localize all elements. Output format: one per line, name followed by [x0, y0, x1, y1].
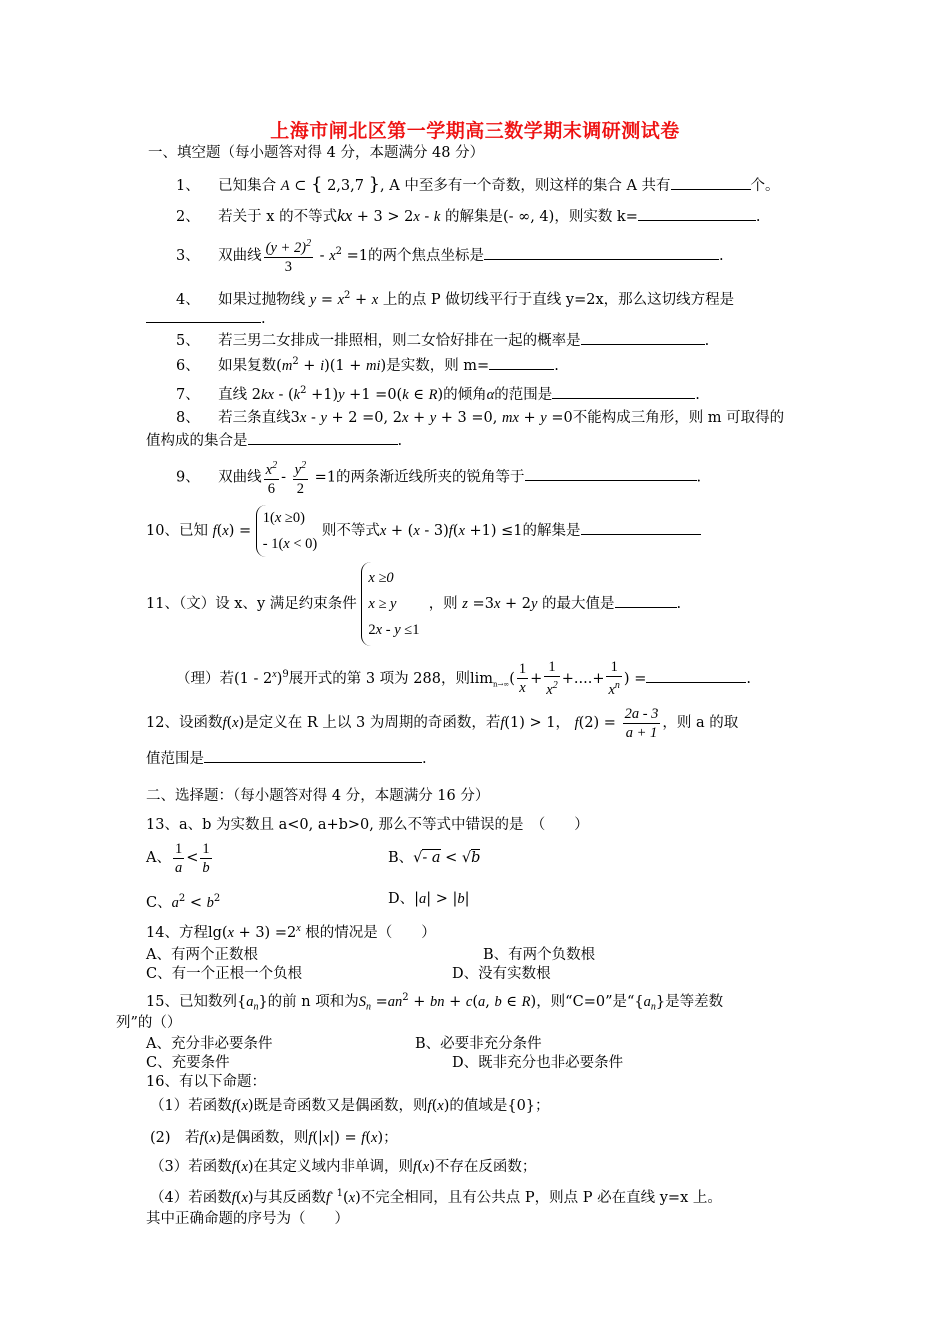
- question-10: 10、已知 f(x) = 1(x ≥0) - 1(x < 0) 则不等式x + (x - 3)f(x +1) ≤1的解集是: [146, 505, 701, 557]
- q16-proposition-4: （4）若函数f(x)与其反函数$f^{- 1}(x)$不完全相同，且有公共点 P，则点 P 必在直线 y=x 上。: [150, 1188, 722, 1206]
- q14-option-c: C、有一个正根一个负根: [146, 966, 303, 982]
- question-2: 2、 若关于 x 的不等式kx + 3 > 2x - k 的解集是(- ∞, 4)，则实数 k= .: [176, 206, 761, 225]
- section-choice-header: 二、选择题：（每小题答对得 4 分，本题满分 16 分）: [146, 788, 490, 804]
- q15-option-d: D、既非充分也非必要条件: [452, 1055, 624, 1071]
- question-3: 3、 双曲线 $\frac{(y + 2)^2}{3}$ - $x^2 =1$的两个焦点坐标是 .: [176, 232, 724, 276]
- question-15-continued: 列”的（）: [116, 1015, 182, 1031]
- question-15: 15、已知数列$\{a_n\}$的前 n 项和为$S_n =an^2$ + bn + c(a, b ∈ R)，则“C=0”是“$\{a_n\}$是等差数: [146, 992, 724, 1013]
- question-16: 16、有以下命题：: [146, 1074, 266, 1090]
- question-13: 13、a、b 为实数且 a<0, a+b>0, 那么不等式中错误的是 （ ）: [146, 817, 589, 833]
- question-8-continued: 值构成的集合是 .: [146, 430, 402, 451]
- question-5: 5、 若三男二女排成一排照相，则二女恰好排在一起的概率是 .: [176, 330, 709, 351]
- q16-proposition-2: (2) 若f(x)是偶函数，则f(|x|) = f(x)；: [150, 1130, 398, 1146]
- q13-option-a: A、 $\frac{1}{a}$ < $\frac{1}{b}$: [146, 840, 210, 876]
- q13-option-c: C、$a^2 < b^2$: [146, 893, 221, 911]
- question-1: 1、 已知集合 A ⊂ { 2,3,7 }, A 中至多有一个奇数，则这样的集合 A 共有 个。: [176, 174, 780, 195]
- q16-ask: 其中正确命题的序号为（ ）: [146, 1211, 349, 1227]
- exam-title: 上海市闸北区第一学期高三数学期末调研测试卷: [270, 120, 680, 142]
- q13-option-b: B、√- a < √b: [388, 850, 481, 866]
- q15-option-c: C、充要条件: [146, 1055, 230, 1071]
- question-14: 14、方程$\lg(x + 3) =2^x$ 根的情况是（ ）: [146, 923, 436, 941]
- section-fill-in-header: 一、填空题（每小题答对得 4 分，本题满分 48 分）: [148, 145, 485, 161]
- question-7: 7、 直线 $2kx - (k^2 +1)y +1 =0(k$ ∈ R)的倾角α的范围是 .: [176, 385, 700, 403]
- q14-option-a: A、有两个正数根: [146, 947, 258, 963]
- question-8: 8、 若三条直线3x - y + 2 =0, 2x + y + 3 =0, mx + y =0不能构成三角形，则 m 可取得的: [176, 410, 785, 426]
- q13-option-d: D、|a| > |b|: [388, 891, 470, 907]
- question-12-continued: 值范围是 .: [146, 748, 427, 769]
- question-11: 11、（文）设 x、y 满足约束条件 x ≥0 x ≥ y 2x - y ≤1 ，则 z =3x + 2y 的最大值是 .: [146, 562, 681, 646]
- q14-option-b: B、有两个负数根: [483, 947, 596, 963]
- question-4: 4、 如果过抛物线 $y = x^2 + x$ 上的点 P 做切线平行于直线 y=2x，那么这切线方程是: [176, 290, 735, 308]
- q15-option-a: A、充分非必要条件: [146, 1036, 273, 1052]
- question-9: 9、 双曲线 $\frac{x^2}{6}$ - $\frac{y^2}{2}$ =1的两条渐近线所夹的锐角等于 .: [176, 457, 701, 498]
- q16-proposition-3: （3）若函数f(x)在其定义域内非单调，则f(x)不存在反函数；: [150, 1159, 537, 1175]
- question-4-answer-line: .: [146, 308, 266, 329]
- q16-proposition-1: （1）若函数f(x)既是奇函数又是偶函数，则f(x)的值域是{0}；: [150, 1098, 550, 1114]
- question-6: 6、 如果复数$(m^2 + i)(1 + mi)$是实数，则 m= .: [176, 356, 559, 374]
- question-12: 12、设函数f(x)是定义在 R 上以 3 为周期的奇函数，若f(1) > 1， f(2) = $\frac{2a - 3}{a + 1}$ ，则 a 的取: [146, 705, 739, 741]
- q14-option-d: D、没有实数根: [452, 966, 551, 982]
- question-11-science: （理）若(1 - 2$^x$)$^9$展开式的第 3 项为 288，则$\lim_{n\to\infty}$( $\frac{1}{x}$ + $\frac{1}{x^2}$ +....+ $\frac{1}{x^n}$ ) = .: [176, 659, 751, 699]
- q15-option-b: B、必要非充分条件: [415, 1036, 542, 1052]
